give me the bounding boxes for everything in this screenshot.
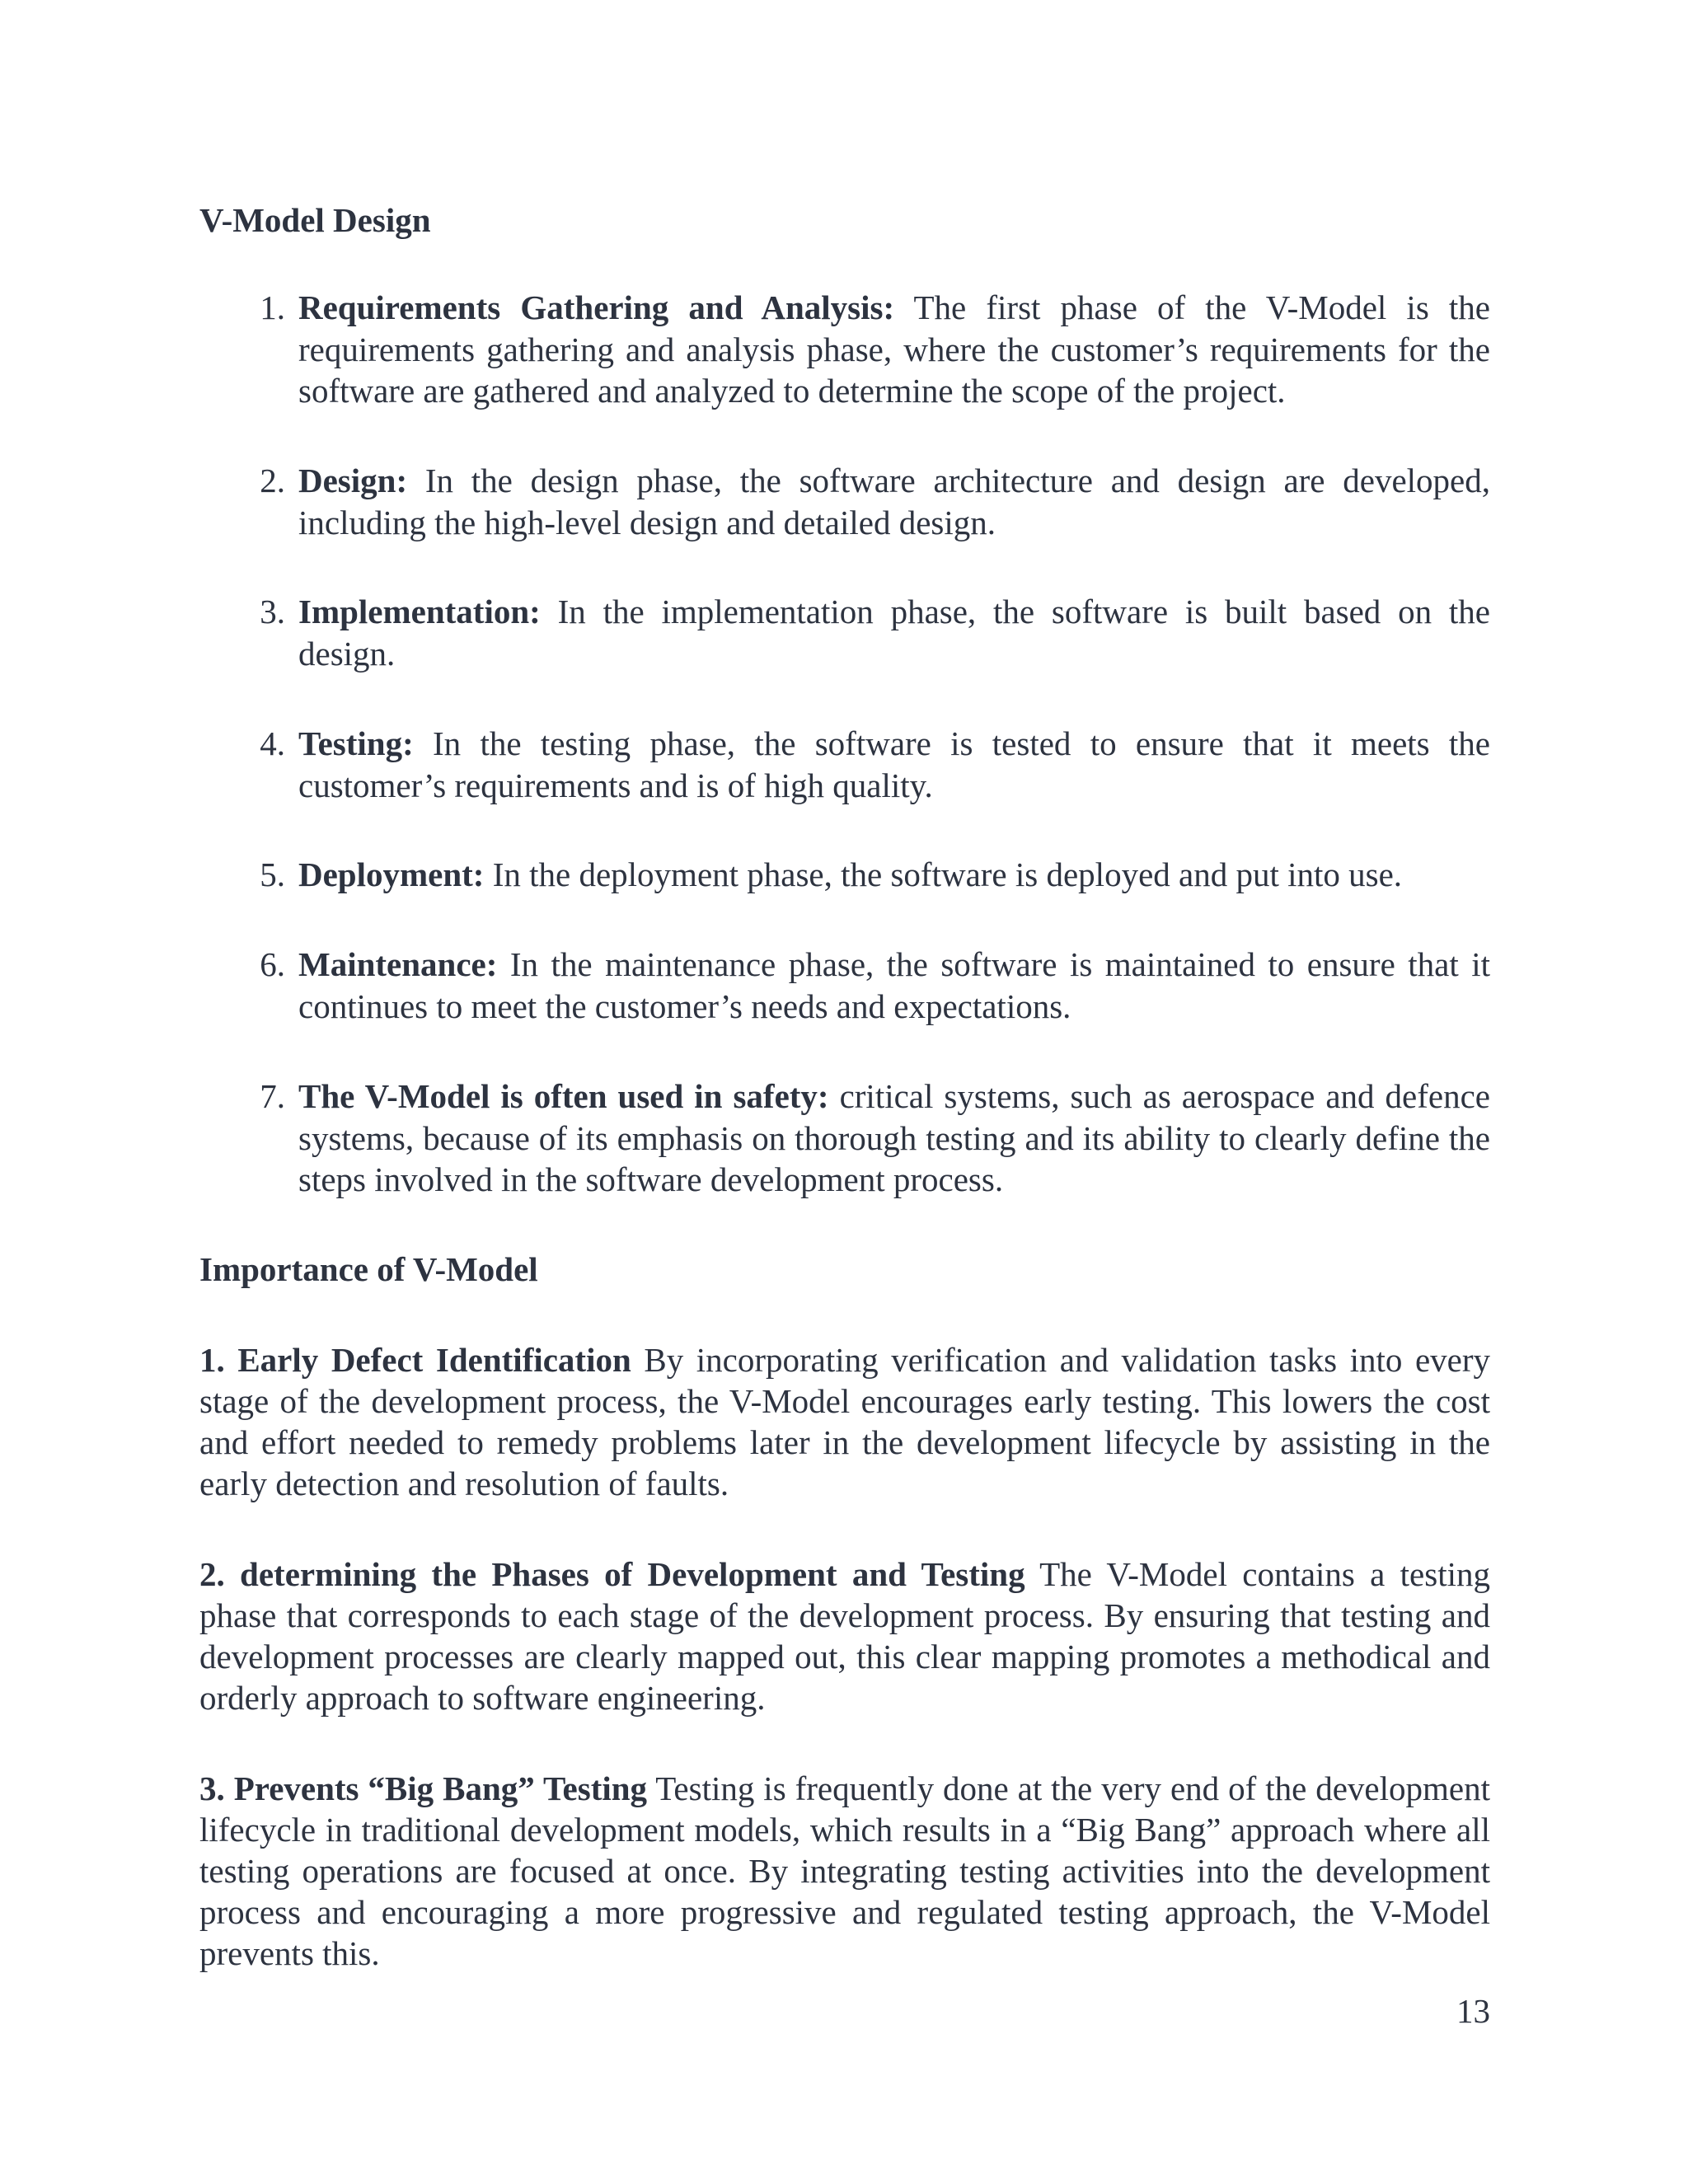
page-number-text: 13 [1456,1992,1490,2030]
list-item-text [298,287,1490,412]
list-item-number: 5. [260,855,285,893]
importance-paragraph [199,1768,1490,1974]
list-item-text [298,1076,1490,1201]
page-number [1452,1992,1490,2030]
section-heading-v-model-design: V-Model Design [199,201,431,239]
list-item-term: Design: [298,462,408,499]
list-item-term: The V-Model is often used in safety: [298,1077,829,1115]
list-item-text [298,591,1490,674]
list-item-description: critical systems, such as aerospace and defence systems, because of its emphasis on thorough testing and its ability to clearly define the steps involved in the software development process. [298,1077,1490,1198]
paragraph-text: The V-Model contains a testing phase that corresponds to each stage of the development process. By ensuring that testing and development processes are clearly mapped out, this clear mapping promotes a methodical and orderly approach to software engineering. [199,1555,1490,1717]
list-item-text [298,460,1490,543]
list-item-description: The first phase of the V-Model is the requirements gathering and analysis phase, where the customer’s requirements for the software are gathered and analyzed to determine the scope of the project. [298,288,1490,410]
list-item-number: 7. [260,1077,285,1115]
paragraph-term: 1. Early Defect Identification [199,1341,631,1379]
paragraph-term: 3. Prevents “Big Bang” Testing [199,1769,648,1807]
importance-paragraph [199,1339,1490,1504]
document-page [199,0,1490,2184]
paragraph-term: 2. determining the Phases of Development and Testing [199,1555,1025,1593]
paragraph-text: Testing is frequently done at the very end of the development lifecycle in traditional development models, which results in a “Big Bang” approach where all testing operations are focused at once. By integrating testing activities into the development process and encouraging a more progressive and regulated testing approach, the V-Model prevents this. [199,1769,1490,1972]
list-item-text [298,944,1490,1027]
list-item-number: 4. [260,724,285,762]
list-item-description: In the testing phase, the software is tested to ensure that it meets the customer’s requirements and is of high quality. [298,724,1490,804]
list-item-term: Testing: [298,724,414,762]
list-item-description: In the maintenance phase, the software is maintained to ensure that it continues to meet the customer’s needs and expectations. [298,945,1490,1025]
section-heading-importance: Importance of V-Model [199,1250,538,1288]
list-item-text [298,854,1490,896]
list-item-number: 1. [260,288,285,326]
list-item-number: 2. [260,462,285,499]
list-item-term: Maintenance: [298,945,498,983]
list-item-term: Implementation: [298,593,541,630]
importance-paragraph [199,1554,1490,1718]
list-item-description: In the design phase, the software architecture and design are developed, including the high-level design and detailed design. [298,462,1490,541]
list-item-text [298,723,1490,806]
list-item-description: In the deployment phase, the software is deployed and put into use. [484,855,1403,893]
list-item-term: Deployment: [298,855,485,893]
list-item-number: 6. [260,945,285,983]
list-item-term: Requirements Gathering and Analysis: [298,288,895,326]
list-item-description: In the implementation phase, the software is built based on the design. [298,593,1490,673]
list-item-number: 3. [260,593,285,630]
paragraph-text: By incorporating verification and validation tasks into every stage of the development process, the V-Model encourages early testing. This lowers the cost and effort needed to remedy problems later in the development lifecycle by assisting in the early detection and resolution of faults. [199,1341,1490,1502]
